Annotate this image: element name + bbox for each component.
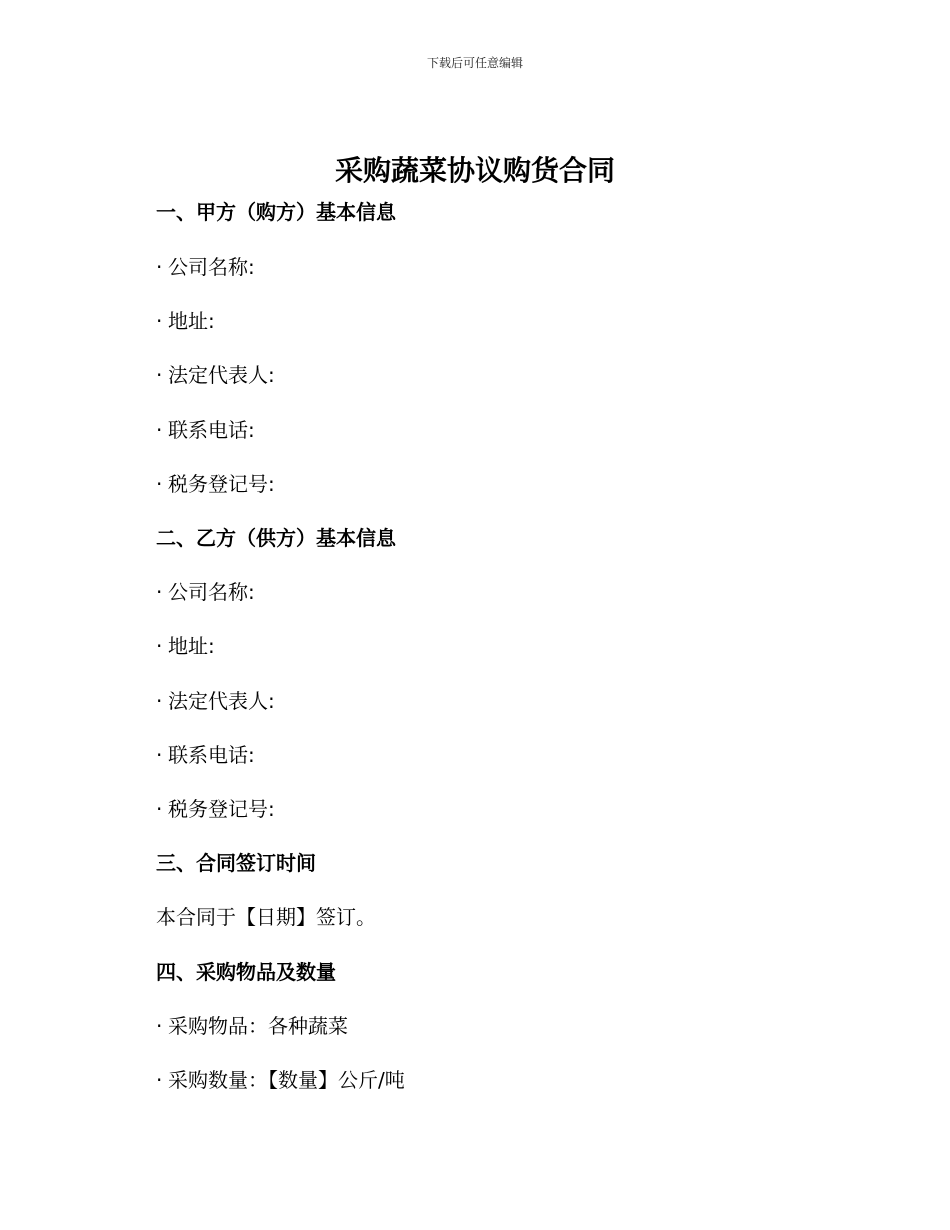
party-a-company-name [156,253,255,281]
party-b-phone [156,741,255,769]
item-label: 公司名称: [168,580,255,604]
party-a-tax-id [156,470,275,498]
item-label: 法定代表人: [168,363,275,387]
section-1-heading: 一、甲方（购方）基本信息 [156,200,396,224]
party-b-tax-id [156,795,275,823]
party-b-company-name [156,578,255,606]
item-label: 地址: [168,309,215,333]
item-label: 法定代表人: [168,689,275,713]
item-label: 采购数量：【数量】公斤/吨 [168,1068,405,1092]
section-3-heading: 三、合同签订时间 [156,851,316,875]
item-label: 联系电话: [168,418,255,442]
item-label: 公司名称: [168,255,255,279]
bullet: · [156,255,163,279]
bullet: · [156,797,163,821]
party-a-address [156,307,215,335]
bullet: · [156,580,163,604]
bullet: · [156,418,163,442]
purchase-item [156,1012,348,1040]
signing-date-text: 本合同于【日期】签订。 [156,905,376,929]
item-label: 税务登记号: [168,797,275,821]
party-b-legal-rep [156,687,275,715]
bullet: · [156,743,163,767]
bullet: · [156,472,163,496]
header-note: 下载后可任意编辑 [426,56,523,70]
item-label: 联系电话: [168,743,255,767]
bullet: · [156,1014,163,1038]
party-a-legal-rep [156,361,275,389]
item-label: 采购物品：各种蔬菜 [168,1014,348,1038]
bullet: · [156,689,163,713]
document-title: 采购蔬菜协议购货合同 [334,154,615,187]
bullet: · [156,309,163,333]
purchase-quantity [156,1066,405,1094]
party-b-address [156,632,215,660]
item-label: 地址: [168,634,215,658]
section-4-heading: 四、采购物品及数量 [156,960,336,984]
bullet: · [156,1068,163,1092]
bullet: · [156,634,163,658]
party-a-phone [156,416,255,444]
section-2-heading: 二、乙方（供方）基本信息 [156,526,396,550]
bullet: · [156,363,163,387]
item-label: 税务登记号: [168,472,275,496]
